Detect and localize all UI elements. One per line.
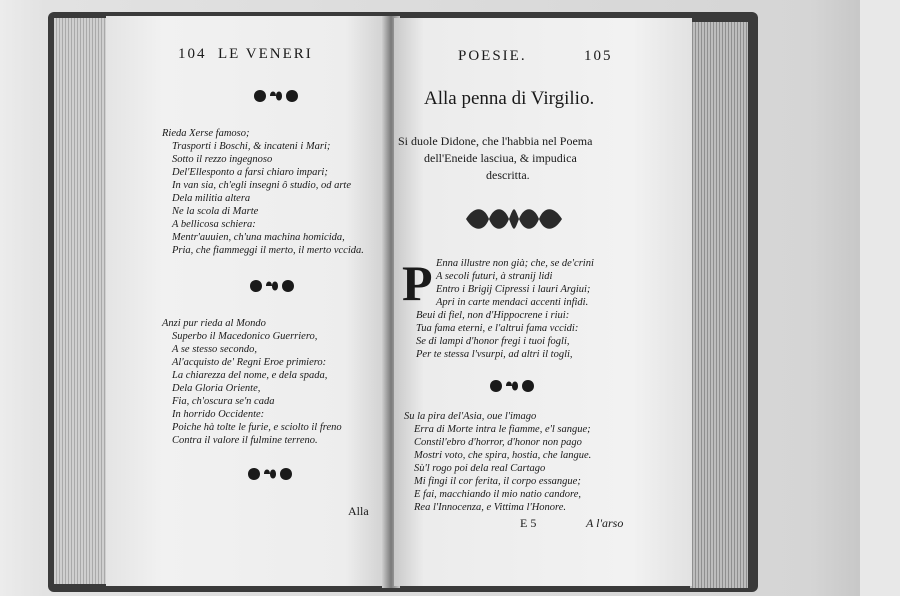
verse-line: Enna illustre non già; che, se de'crini bbox=[436, 258, 594, 269]
verse-line: Mostri voto, che spira, hostia, che langue. bbox=[414, 450, 592, 461]
verse-line: Sotto il rezzo ingegnoso bbox=[172, 154, 273, 165]
verse-line: A se stesso secondo, bbox=[172, 344, 257, 355]
right-catchword: A l'arso bbox=[586, 516, 624, 530]
right-running-head: POESIE. bbox=[458, 48, 527, 64]
left-catchword: Alla bbox=[348, 504, 369, 518]
verse-line: Ne la scola di Marte bbox=[172, 206, 259, 217]
right-page-edges bbox=[690, 22, 748, 588]
fleuron-band-ornament-icon bbox=[464, 204, 564, 234]
verse-line: Mentr'auuien, ch'una machina homicida, bbox=[172, 232, 345, 243]
poem-heading-line: Si duole Didone, che l'habbia nel Poema bbox=[398, 134, 593, 148]
verse-line: Rea l'Innocenza, e Vittima l'Honore. bbox=[414, 502, 567, 513]
verse-line: Mi fingi il cor ferita, il corpo essangue; bbox=[414, 476, 581, 487]
left-running-head: LE VENERI bbox=[218, 46, 313, 62]
verse-line: Sù'l rogo poi dela real Cartago bbox=[414, 463, 546, 474]
left-page-number: 104 bbox=[178, 46, 207, 62]
verse-line: Pria, che fiammeggi il merto, il merto vccida. bbox=[172, 245, 364, 256]
verse-line: Entro i Brigij Cipressi i lauri Argiui; bbox=[436, 284, 591, 295]
verse-line: In van sia, ch'egli insegni ô studio, od arte bbox=[172, 180, 351, 191]
verse-line: Del'Ellesponto a farsi chiaro impari; bbox=[172, 167, 328, 178]
verse-line: Poiche hà tolte le furie, e sciolto il freno bbox=[172, 422, 342, 433]
poem-heading-line: dell'Eneide lasciua, & impudica bbox=[424, 151, 577, 165]
verse-line: Trasporti i Boschi, & incateni i Mari; bbox=[172, 141, 331, 152]
verse-line: Superbo il Macedonico Guerriero, bbox=[172, 331, 318, 342]
verse-line: A secoli futuri, à stranij lidi bbox=[436, 271, 553, 282]
verse-line: Beui di fiel, non d'Hippocrene i riui: bbox=[416, 310, 570, 321]
verse-line: E fai, macchiando il mio natio candore, bbox=[414, 489, 582, 500]
verse-line: Apri in carte mendaci accenti infidi. bbox=[436, 297, 589, 308]
fleuron-ornament-icon bbox=[486, 376, 538, 396]
left-page bbox=[106, 16, 388, 586]
fleuron-ornament-icon bbox=[250, 86, 302, 106]
fleuron-ornament-icon bbox=[244, 464, 296, 484]
verse-line: Constil'ebro d'horror, d'honor non pago bbox=[414, 437, 582, 448]
right-page-number: 105 bbox=[584, 48, 613, 64]
verse-line: Rieda Xerse famoso; bbox=[162, 128, 250, 139]
verse-line: Per te stessa l'vsurpi, ad altri il togli, bbox=[416, 349, 573, 360]
verse-line: Erra di Morte intra le fiamme, e'l sangue; bbox=[414, 424, 591, 435]
verse-line: Al'acquisto de' Regni Eroe primiero: bbox=[172, 357, 327, 368]
verse-line: Su la pira del'Asia, oue l'imago bbox=[404, 411, 537, 422]
right-page bbox=[394, 18, 692, 586]
verse-line: Dela militia altera bbox=[172, 193, 251, 204]
verse-line: A bellicosa schiera: bbox=[172, 219, 256, 230]
drop-cap: P bbox=[402, 255, 433, 311]
fleuron-ornament-icon bbox=[246, 276, 298, 296]
verse-line: Contra il valore il fulmine terreno. bbox=[172, 435, 318, 446]
left-page-edges bbox=[54, 18, 108, 584]
verse-line: Dela Gloria Oriente, bbox=[172, 383, 261, 394]
poem-title: Alla penna di Virgilio. bbox=[424, 88, 595, 109]
verse-line: Se di lampi d'honor fregi i tuoi fogli, bbox=[416, 336, 570, 347]
verse-line: Tua fama eterni, e l'altrui fama vccidi: bbox=[416, 323, 579, 334]
verse-line: Anzi pur rieda al Mondo bbox=[162, 318, 266, 329]
background-edge bbox=[860, 0, 900, 596]
verse-line: In horrido Occidente: bbox=[172, 409, 265, 420]
poem-heading-line: descritta. bbox=[486, 168, 530, 182]
verse-line: La chiarezza del nome, e dela spada, bbox=[172, 370, 328, 381]
verse-line: Fia, ch'oscura se'n cada bbox=[172, 396, 275, 407]
signature-mark: E 5 bbox=[520, 516, 537, 530]
